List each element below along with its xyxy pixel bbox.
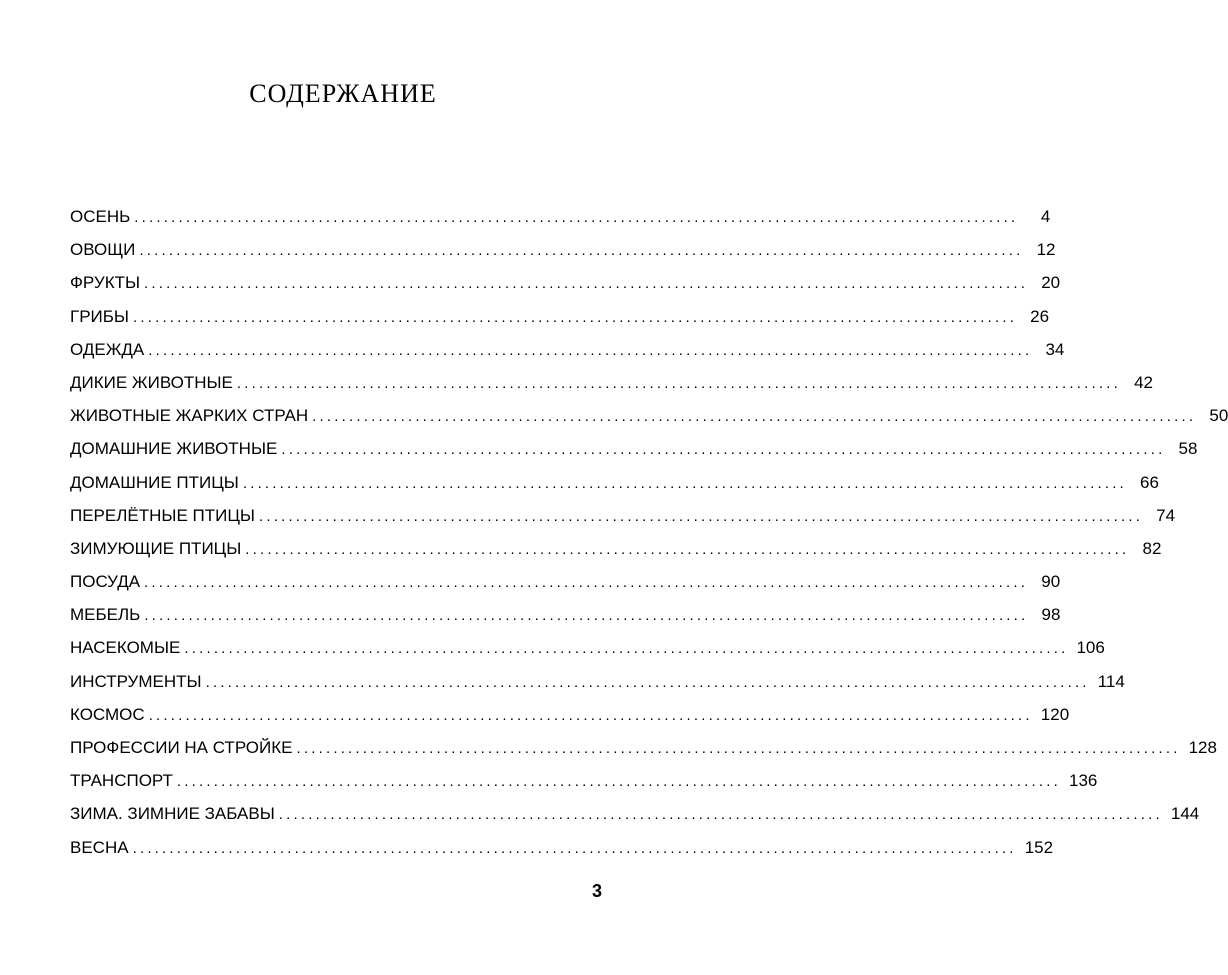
dot-leader: ........................................................................................................................: [134, 209, 1019, 226]
toc-entry-label: ДОМАШНИЕ ЖИВОТНЫЕ: [70, 439, 278, 459]
toc-entry[interactable]: [70, 638, 1105, 671]
toc-entry-label: ЖИВОТНЫЕ ЖАРКИХ СТРАН: [70, 406, 309, 426]
toc-entry-page: 34: [1045, 339, 1065, 359]
toc-entry-label: ДИКИЕ ЖИВОТНЫЕ: [70, 372, 233, 392]
toc-entry-label: ОСЕНЬ: [70, 207, 131, 226]
page-number: 3: [591, 881, 602, 901]
toc-entry-page: 120: [1040, 704, 1070, 724]
dot-leader: ........................................................................................................................: [139, 242, 1024, 260]
toc-entry-label: ОВОЩИ: [70, 240, 136, 260]
toc-entry[interactable]: [70, 339, 1065, 373]
toc-entry-page: 50: [1209, 406, 1228, 426]
dot-leader: ........................................................................................................................: [296, 740, 1181, 757]
toc-entry-page: 82: [1142, 538, 1162, 558]
toc-entry[interactable]: [70, 704, 1070, 738]
dot-leader: ........................................................................................................................: [281, 441, 1166, 459]
toc-entry-page: 128: [1188, 738, 1217, 757]
toc-entry-page: 12: [1036, 240, 1056, 260]
toc-entry-page: 98: [1041, 605, 1061, 625]
toc-entry-page: 42: [1134, 372, 1153, 392]
toc-entry-page: 66: [1140, 472, 1159, 492]
toc-entry[interactable]: [70, 605, 1061, 638]
toc-entry-page: 152: [1024, 837, 1054, 857]
toc-entry[interactable]: [70, 472, 1159, 506]
dot-leader: ........................................................................................................................: [144, 574, 1029, 592]
toc-entry-label: ГРИБЫ: [70, 306, 129, 326]
toc-entry-page: 114: [1097, 671, 1125, 691]
toc-entry[interactable]: [70, 207, 1051, 240]
toc-entry-label: ПОСУДА: [70, 572, 141, 592]
dot-leader: ........................................................................................................................: [132, 839, 1017, 857]
toc-entry-page: 26: [1030, 306, 1050, 326]
toc-entry-label: ОДЕЖДА: [70, 339, 145, 359]
toc-entry-page: 58: [1178, 439, 1198, 459]
toc-entry-page: 20: [1041, 273, 1061, 293]
toc-entry-label: ИНСТРУМЕНТЫ: [70, 671, 202, 691]
toc-entry-page: 90: [1041, 572, 1061, 592]
toc-entry-label: КОСМОС: [70, 704, 145, 724]
dot-leader: ........................................................................................................................: [205, 673, 1090, 691]
toc-entry[interactable]: [70, 771, 1098, 804]
toc-entry[interactable]: [70, 439, 1198, 472]
toc-entry-label: ФРУКТЫ: [70, 273, 141, 293]
dot-leader: ........................................................................................................................: [245, 540, 1130, 558]
table-of-contents: [70, 207, 1228, 871]
toc-entry-page: 4: [1040, 207, 1051, 226]
toc-entry-label: ПРОФЕССИИ НА СТРОЙКЕ: [70, 738, 293, 757]
toc-entry-label: ЗИМУЮЩИЕ ПТИЦЫ: [70, 538, 242, 558]
toc-entry[interactable]: [70, 273, 1061, 306]
dot-leader: ........................................................................................................................: [132, 308, 1018, 326]
dot-leader: ........................................................................................................................: [236, 374, 1121, 392]
toc-entry[interactable]: [70, 538, 1162, 572]
toc-entry[interactable]: [70, 572, 1061, 605]
toc-entry-page: 106: [1076, 638, 1105, 658]
dot-leader: ........................................................................................................................: [176, 773, 1061, 791]
toc-entry[interactable]: [70, 837, 1054, 871]
page-title: СОДЕРЖАНИЕ: [249, 79, 437, 108]
toc-entry-page: 136: [1069, 771, 1098, 791]
toc-entry-page: 144: [1170, 804, 1200, 824]
toc-entry-label: НАСЕКОМЫЕ: [70, 638, 181, 658]
toc-entry[interactable]: [70, 406, 1228, 439]
dot-leader: ........................................................................................................................: [258, 507, 1144, 525]
toc-entry-label: ПЕРЕЛЁТНЫЕ ПТИЦЫ: [70, 505, 255, 525]
dot-leader: ........................................................................................................................: [144, 607, 1029, 625]
toc-entry[interactable]: [70, 738, 1217, 771]
toc-entry-label: ЗИМА. ЗИМНИЕ ЗАБАВЫ: [70, 804, 275, 824]
toc-entry-page: 74: [1156, 505, 1176, 525]
toc-entry[interactable]: [70, 306, 1050, 340]
dot-leader: ........................................................................................................................: [148, 341, 1033, 359]
dot-leader: ........................................................................................................................: [312, 408, 1197, 426]
toc-entry-label: ВЕСНА: [70, 837, 129, 857]
dot-leader: ........................................................................................................................: [148, 706, 1033, 724]
dot-leader: ........................................................................................................................: [242, 474, 1127, 492]
toc-entry[interactable]: [70, 671, 1125, 705]
toc-entry[interactable]: [70, 372, 1153, 406]
toc-entry[interactable]: [70, 240, 1056, 273]
dot-leader: ........................................................................................................................: [184, 640, 1069, 658]
dot-leader: ........................................................................................................................: [278, 806, 1163, 824]
toc-entry[interactable]: [70, 505, 1176, 539]
toc-entry[interactable]: [70, 804, 1200, 837]
toc-entry-label: МЕБЕЛЬ: [70, 605, 141, 625]
dot-leader: ........................................................................................................................: [144, 275, 1029, 293]
toc-entry-label: ДОМАШНИЕ ПТИЦЫ: [70, 472, 239, 492]
toc-entry-label: ТРАНСПОРТ: [70, 771, 173, 791]
